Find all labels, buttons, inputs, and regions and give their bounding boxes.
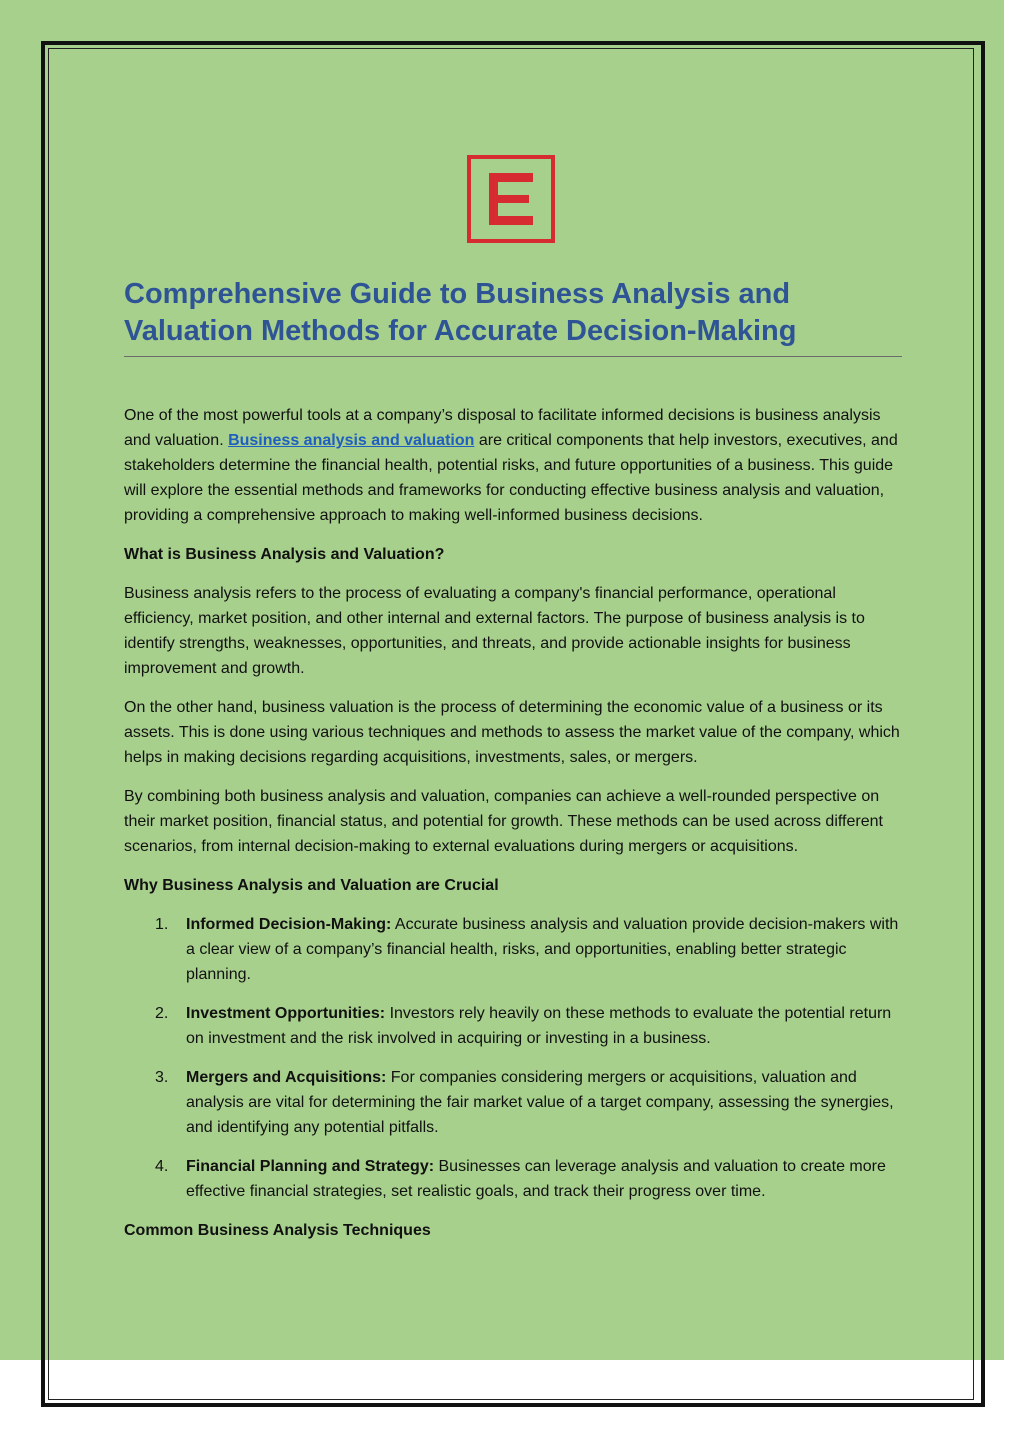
list-item: 4. Financial Planning and Strategy: Businesses can leverage analysis and valuation to create more effective financial strategies, set realistic goals, and track their progress over time. [155, 1158, 886, 1200]
section-heading-why-crucial: Why Business Analysis and Valuation are Crucial [124, 877, 499, 894]
business-analysis-link[interactable]: Business analysis and valuation [228, 432, 475, 449]
section-heading-what-is: What is Business Analysis and Valuation? [124, 546, 445, 563]
paragraph-business-valuation: On the other hand, business valuation is the process of determining the economic value of a business or its assets. This is done using various techniques and methods to assess the market value of the company, which helps in making decisions regarding acquisitions, investments, sales, or mergers. [124, 699, 900, 766]
list-item: 2. Investment Opportunities: Investors rely heavily on these methods to evaluate the potential return on investment and the risk involved in acquiring or investing in a business. [155, 1005, 892, 1047]
document-content [124, 276, 904, 1243]
list-item: 1. Informed Decision-Making: Accurate business analysis and valuation provide decision-makers with a clear view of a company’s financial health, risks, and opportunities, enabling better strategic planning. [155, 916, 899, 983]
section-heading-techniques: Common Business Analysis Techniques [124, 1222, 431, 1239]
letter-e-logo-icon [467, 155, 555, 243]
paragraph-business-analysis: Business analysis refers to the process of evaluating a company's financial performance, operational efficiency, market position, and other internal and external factors. The purpose of business analysis is to identify strengths, weaknesses, opportunities, and threats, and provide actionable insights for business improvement and growth. [124, 585, 865, 677]
list-item: 3. Mergers and Acquisitions: For companies considering mergers or acquisitions, valuation and analysis are vital for determining the fair market value of a target company, assessing the synergies, and identifying any potential pitfalls. [155, 1069, 894, 1136]
paragraph-combining: By combining both business analysis and valuation, companies can achieve a well-rounded perspective on their market position, financial status, and potential for growth. These methods can be used across different scenarios, from internal decision-making to external evaluations during mergers or acquisitions. [124, 788, 883, 855]
intro-paragraph: One of the most powerful tools at a company’s disposal to facilitate informed decisions is business analysis and valuation. Business analysis and valuation are critical components that help investors, executives, and stakeholders determine the financial health, potential risks, and future opportunities of a business. This guide will explore the essential methods and frameworks for conducting effective business analysis and valuation, providing a comprehensive approach to making well-informed business decisions. [124, 407, 898, 524]
reasons-list [124, 912, 904, 1204]
page-title: Comprehensive Guide to Business Analysis and Valuation Methods for Accurate Decision-Making [124, 276, 902, 357]
